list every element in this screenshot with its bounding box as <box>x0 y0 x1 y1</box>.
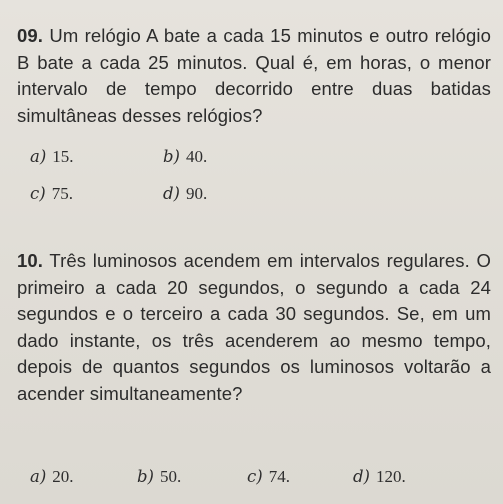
option-letter: d) <box>353 467 370 486</box>
question-09 <box>17 23 491 129</box>
option-a <box>30 147 74 167</box>
option-value: 15. <box>52 147 74 166</box>
option-value: 74. <box>268 467 290 486</box>
option-value: 120. <box>376 467 406 486</box>
option-c <box>247 467 290 487</box>
question-10 <box>17 248 491 407</box>
option-letter: a) <box>30 467 47 486</box>
question-09-number: 09. <box>17 25 44 46</box>
question-10-number: 10. <box>17 250 44 271</box>
option-letter: a) <box>30 147 47 166</box>
question-09-text <box>17 23 491 129</box>
option-letter: b) <box>137 467 154 486</box>
question-09-statement: Um relógio A bate a cada 15 minutos e outro relógio B bate a cada 25 minutos. Qual é, em horas, o menor intervalo de tempo decorrido entre duas batidas simultâneas desses relógios? <box>17 25 491 126</box>
option-value: 90. <box>186 184 208 203</box>
option-c <box>30 184 73 204</box>
option-letter: b) <box>163 147 180 166</box>
option-letter: c) <box>247 467 263 486</box>
option-b <box>163 147 207 167</box>
question-10-statement: Três luminosos acendem em intervalos regulares. O primeiro a cada 20 segundos, o segundo a cada 24 segundos e o terceiro a cada 30 segundos. Se, em um dado instante, os três acenderem ao mesmo tempo, depois de quantos segundos os luminosos voltarão a acender simultaneamente? <box>17 250 492 404</box>
option-letter: c) <box>30 184 46 203</box>
option-value: 40. <box>186 147 208 166</box>
option-d <box>353 467 406 487</box>
option-value: 75. <box>51 184 73 203</box>
option-d <box>163 184 207 204</box>
option-letter: d) <box>163 184 180 203</box>
option-value: 20. <box>52 467 74 486</box>
option-value: 50. <box>160 467 182 486</box>
option-b <box>137 467 181 487</box>
question-10-text <box>17 248 491 407</box>
option-a <box>30 467 74 487</box>
